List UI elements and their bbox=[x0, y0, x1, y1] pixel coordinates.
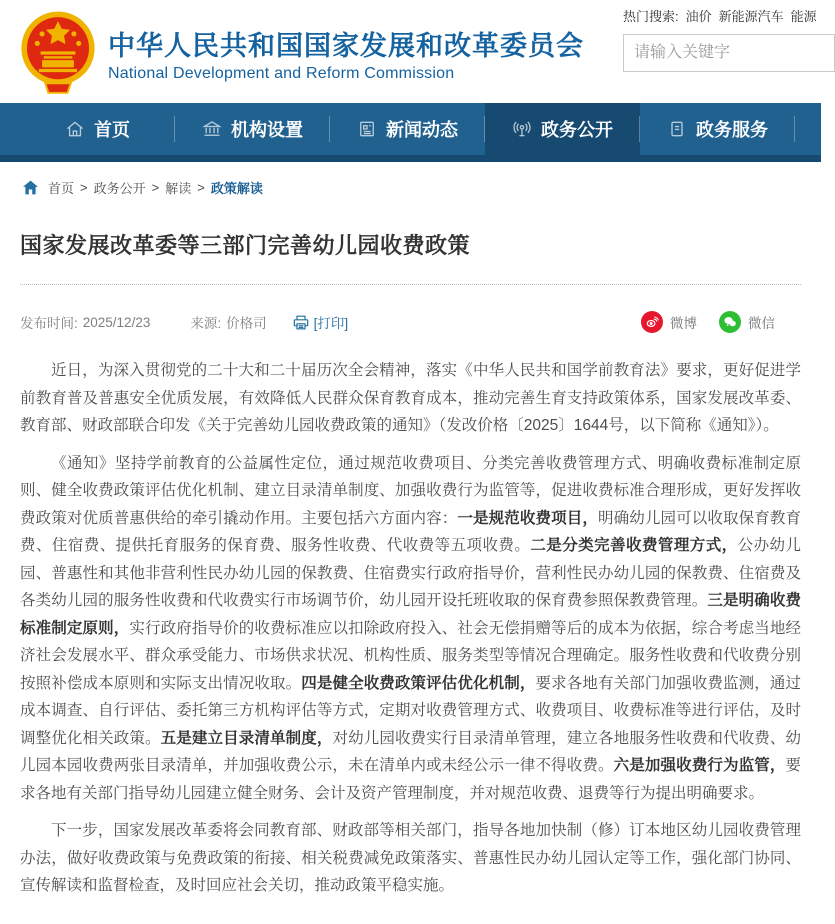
home-icon bbox=[65, 119, 85, 139]
hot-search-link-energy[interactable]: 能源 bbox=[790, 9, 817, 24]
nav-item-label: 政务公开 bbox=[541, 120, 613, 140]
broadcast-icon bbox=[512, 119, 532, 139]
site-header bbox=[0, 0, 821, 103]
printer-icon bbox=[293, 315, 309, 330]
document-icon bbox=[667, 119, 687, 139]
nav-item-news[interactable] bbox=[330, 103, 485, 155]
source-value: 价格司 bbox=[226, 316, 267, 331]
hot-search-link-nev[interactable]: 新能源汽车 bbox=[718, 9, 784, 24]
nav-item-organization[interactable] bbox=[175, 103, 330, 155]
weibo-icon bbox=[641, 311, 663, 333]
hot-search-label: 热门搜索: bbox=[623, 9, 679, 24]
bank-icon bbox=[202, 119, 222, 139]
site-title-en: National Development and Reform Commission bbox=[108, 64, 455, 82]
hot-search bbox=[623, 6, 821, 25]
nav-item-home[interactable] bbox=[20, 103, 175, 155]
share-bar bbox=[641, 311, 801, 333]
breadcrumb-item-home[interactable]: 首页 bbox=[48, 181, 75, 196]
site-brand[interactable] bbox=[18, 10, 584, 96]
breadcrumb bbox=[0, 162, 821, 203]
main-nav bbox=[0, 103, 821, 155]
article-paragraph: 近日，为深入贯彻党的二十大和二十届历次全会精神，落实《中华人民共和国学前教育法》要求，更好促进学前教育普及普惠安全优质发展，有效降低人民群众保育教育成本，推动完善生育支持政策体系，国家发展改革委、教育部、财政部联合印发《关于完善幼儿园收费政策的通知》（发改价格〔2025〕1644号，以下简称《通知》）。 bbox=[20, 362, 801, 434]
breadcrumb-separator: > bbox=[80, 180, 88, 195]
print-label: [打印] bbox=[313, 316, 349, 331]
nav-bottom-strip bbox=[0, 155, 821, 162]
title-divider bbox=[20, 284, 801, 285]
share-weibo-label: 微博 bbox=[670, 316, 697, 331]
breadcrumb-item-interpretation[interactable]: 解读 bbox=[165, 181, 192, 196]
publish-time-label: 发布时间: bbox=[20, 316, 78, 331]
breadcrumb-separator: > bbox=[151, 180, 160, 195]
share-wechat-label: 微信 bbox=[748, 316, 775, 331]
wechat-icon bbox=[719, 311, 741, 333]
nav-item-gov-services[interactable] bbox=[640, 103, 795, 155]
print-button[interactable] bbox=[293, 312, 349, 332]
nav-item-label: 机构设置 bbox=[231, 120, 303, 140]
nav-item-label: 首页 bbox=[94, 120, 130, 140]
nav-item-gov-disclosure[interactable] bbox=[485, 103, 640, 155]
breadcrumb-item-gov-disclosure[interactable]: 政务公开 bbox=[93, 181, 146, 196]
breadcrumb-item-policy-interpretation[interactable]: 政策解读 bbox=[210, 181, 263, 196]
share-weibo-button[interactable] bbox=[641, 311, 697, 333]
article-paragraph: 下一步，国家发展改革委将会同教育部、财政部等相关部门，指导各地加快制（修）订本地区幼儿园收费管理办法，做好收费政策与免费政策的衔接、相关税费减免政策落实、普惠性民办幼儿园认定等工作，强化部门协同、宣传解读和监督检查，及时回应社会关切，推动政策平稳实施。 bbox=[20, 822, 801, 894]
article-meta bbox=[0, 311, 821, 333]
breadcrumb-separator: > bbox=[197, 180, 205, 195]
article-title: 国家发展改革委等三部门完善幼儿园收费政策 bbox=[20, 233, 471, 258]
hot-search-link-oil[interactable]: 油价 bbox=[685, 9, 712, 24]
share-wechat-button[interactable] bbox=[719, 311, 775, 333]
national-emblem-icon bbox=[18, 10, 98, 96]
search-input[interactable] bbox=[623, 34, 835, 72]
article-body bbox=[0, 357, 821, 924]
publish-time bbox=[20, 312, 150, 332]
news-icon bbox=[357, 119, 377, 139]
source-label: 来源: bbox=[190, 316, 222, 331]
nav-item-label: 政务服务 bbox=[696, 120, 768, 140]
article-source bbox=[190, 312, 266, 332]
breadcrumb-home-icon[interactable] bbox=[22, 180, 39, 195]
site-title-cn: 中华人民共和国国家发展和改革委员会 bbox=[108, 31, 584, 62]
article-paragraph: 《通知》坚持学前教育的公益属性定位，通过规范收费项目、分类完善收费管理方式、明确收费标准制定原则、健全收费政策评估优化机制、建立目录清单制度、加强收费行为监管等，促进收费标准合理形成，更好发挥收费政策对优质普惠供给的牵引撬动作用。主要包括六方面内容：一是规范收费项目，明确幼儿园可以收取保育教育费、住宿费、提供托育服务的保育费、服务性收费、代收费等五项收费。二是分类完善收费管理方式，公办幼儿园、普惠性和其他非营利性民办幼儿园的保教费、住宿费实行政府指导价，营利性民办幼儿园的保教费、住宿费及各类幼儿园的服务性收费和代收费实行市场调节价，幼儿园开设托班收取的保育费参照保教费管理。三是明确收费标准制定原则，实行政府指导价的收费标准应以扣除政府投入、社会无偿捐赠等后的成本为依据，综合考虑当地经济社会发展水平、群众承受能力、市场供求状况、机构性质、服务类型等情况合理确定。服务性收费和代收费分别按照补偿成本原则和实际支出情况收取。四是健全收费政策评估优化机制，要求各地有关部门加强收费监测，通过成本调查、自行评估、委托第三方机构评估等方式，定期对收费管理方式、收费项目、收费标准等进行评估，及时调整优化相关政策。五是建立目录清单制度，对幼儿园收费实行目录清单管理，建立各地服务性收费和代收费、幼儿园本园收费两张目录清单，并加强收费公示，未在清单内或未经公示一律不得收费。六是加强收费行为监管，要求各地有关部门指导幼儿园建立健全财务、会计及资产管理制度，并对规范收费、退费等行为提出明确要求。 bbox=[20, 454, 801, 802]
nav-item-label: 新闻动态 bbox=[386, 120, 458, 140]
publish-time-value: 2025/12/23 bbox=[82, 314, 151, 330]
